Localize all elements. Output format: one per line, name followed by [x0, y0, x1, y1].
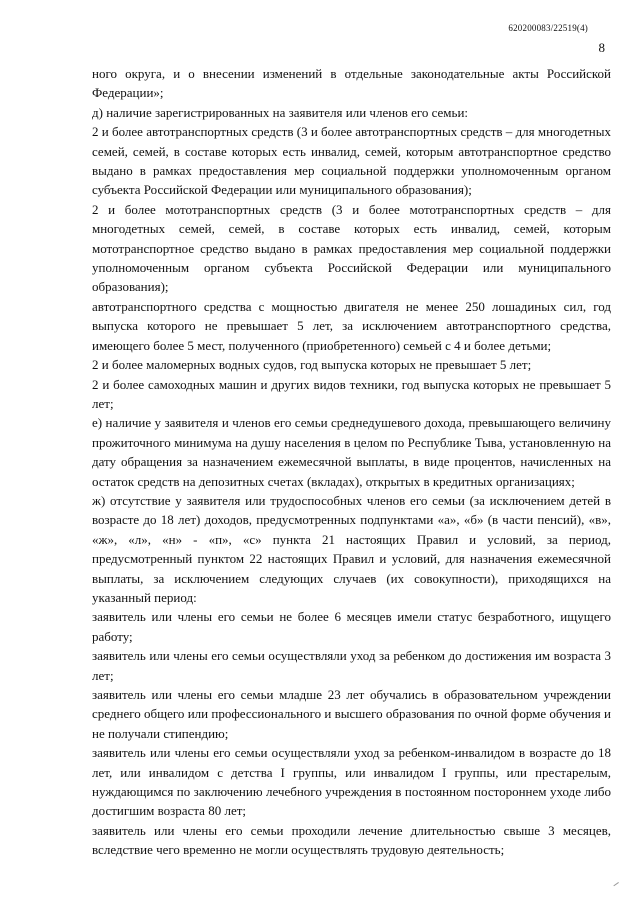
paragraph: заявитель или члены его семьи проходили лечение длительностью свыше 3 месяцев, вследствие чего временно не могли осуществлять трудовую деятельность;	[92, 822, 611, 858]
document-id: 620200083/22519(4)	[508, 23, 588, 33]
paragraph: 2 и более мототранспортных средств (3 и более мототранспортных средств – для многодетных семей, семей, в составе которых есть инвалид, семей, которым мототранспортное средство выдано в рамках предоставления мер социальной поддержки уполномоченным органом субъекта Российской Федерации или муниципального образования);	[92, 201, 611, 295]
document-body	[92, 64, 611, 860]
paragraph: е) наличие у заявителя и членов его семьи среднедушевого дохода, превышающего величину прожиточного минимума на душу населения в целом по Республике Тыва, установленную на дату обращения за назначением ежемесячной выплаты, в виде процентов, начисленных на остаток средств на депозитных счетах (вкладах), открытых в кредитных организациях;	[92, 415, 611, 489]
paragraph: заявитель или члены его семьи осуществляли уход за ребенком до достижения им возраста 3 лет;	[92, 648, 611, 683]
scan-mark	[611, 879, 619, 887]
paragraph: заявитель или члены его семьи осуществляли уход за ребенком-инвалидом в возрасте до 18 лет, или инвалидом с детства I группы, или инвалидом I группы, или престарелым, нуждающимся по заключению лечебного учреждения в постоянном постороннем уходе либо достигшим возраста 80 лет;	[92, 745, 611, 819]
paragraph: 2 и более маломерных водных судов, год выпуска которых не превышает 5 лет;	[92, 357, 532, 373]
page-number: 8	[598, 40, 605, 55]
paragraph: 2 и более самоходных машин и других видов техники, год выпуска которых не превышает 5 лет;	[92, 376, 611, 411]
paragraph: 2 и более автотранспортных средств (3 и более автотранспортных средств – для многодетных семей, семей, в составе которых есть инвалид, семей, которым автотранспортное средство выдано в рамках предоставления мер социальной поддержки уполномоченным органом субъекта Российской Федерации или муниципального образования);	[92, 124, 611, 198]
paragraph: ж) отсутствие у заявителя или трудоспособных членов его семьи (за исключением детей в возрасте до 18 лет) доходов, предусмотренных подпунктами «а», «б» (в части пенсий), «в», «ж», «л», «н» - «п», «с» пункта 21 настоящих Правил и условий, за период, предусмотренный пунктом 22 настоящих Правил и условий, для назначения ежемесячной выплаты, за исключением следующих случаев (их совокупности), приходящихся на указанный период:	[92, 492, 611, 605]
paragraph: заявитель или члены его семьи младше 23 лет обучались в образовательном учреждении среднего общего или профессионального и высшего образования по очной форме обучения и не получали стипендию;	[92, 687, 611, 741]
paragraph: автотранспортного средства с мощностью двигателя не менее 250 лошадиных сил, год выпуска которого не превышает 5 лет, за исключением автотранспортного средства, имеющего более 5 мест, полученного (приобретенного) семьей с 4 и более детьми;	[92, 298, 611, 353]
paragraph: заявитель или члены его семьи не более 6 месяцев имели статус безработного, ищущего работу;	[92, 609, 611, 644]
paragraph: д) наличие зарегистрированных на заявителя или членов его семьи:	[92, 104, 469, 120]
paragraph: ного округа, и о внесении изменений в отдельные законодательные акты Российской Федерации»;	[92, 66, 611, 101]
